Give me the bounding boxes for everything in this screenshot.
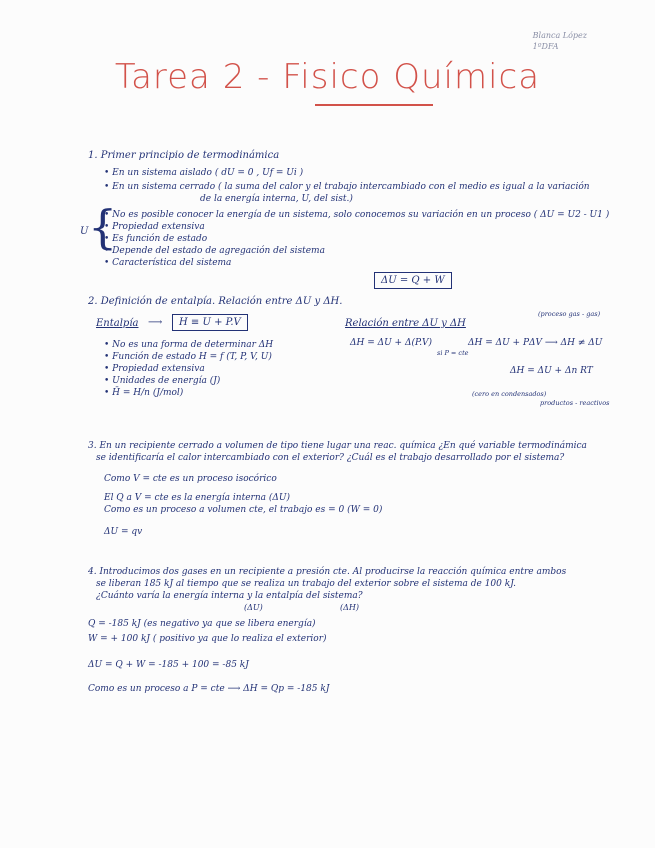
relacion-eq-1: ΔH = ΔU + Δ(P.V) (350, 338, 433, 348)
label-delta-h: (ΔH) (340, 603, 359, 612)
section1-bullet-2-cont: de la energía interna, U, del sist.) (200, 194, 353, 204)
section1-heading: 1. Primer principio de termodinámica (88, 150, 280, 161)
section4-question-line-2: se liberan 185 kJ al tiempo que se realiza un trabajo del exterior sobre el sistema de 100 kJ. (96, 579, 516, 589)
note-productos-reactivos: productos - reactivos (540, 399, 610, 407)
relacion-heading: Relación entre ΔU y ΔH (345, 318, 466, 329)
section2-heading: 2. Definición de entalpía. Relación entre ΔU y ΔH. (88, 296, 343, 307)
first-law-formula: ΔU = Q + W (374, 272, 452, 289)
page-title: Tarea 2 - Fisico Química (114, 57, 541, 97)
section4-answer-3: ΔU = Q + W = -185 + 100 = -85 kJ (88, 660, 249, 670)
section4-question-line-3: ¿Cuánto varía la energía interna y la entalpía del sistema? (96, 591, 363, 601)
section4-question-line-1: 4. Introducimos dos gases en un recipiente a presión cte. Al producirse la reacción química entre ambos (88, 567, 567, 577)
section1-bullet-2: • En un sistema cerrado ( la suma del calor y el trabajo intercambiado con el medio es igual a la variación (104, 182, 590, 192)
author-info (533, 30, 587, 52)
section1-bullet-1: • En un sistema aislado ( dU = 0 , Uf = Ui ) (104, 168, 304, 178)
section3-question-line-1: 3. En un recipiente cerrado a volumen de tipo tiene lugar una reac. química ¿En qué variable termodinámica (88, 441, 587, 451)
section3-answer-4: ΔU = qv (104, 527, 143, 537)
section3-answer-1: Como V = cte es un proceso isocórico (104, 474, 277, 484)
relacion-eq-2: ΔH = ΔU + PΔV ⟶ ΔH ≠ ΔU (468, 338, 603, 348)
section2-bullet-3: • Propiedad extensiva (104, 364, 205, 374)
label-delta-u: (ΔU) (244, 603, 263, 612)
section4-answer-1: Q = -185 kJ (es negativo ya que se libera energía) (88, 619, 316, 629)
enthalpy-definition-box: H ≡ U + P.V (172, 314, 248, 331)
author-group: 1ºDFA (532, 42, 559, 51)
section1-bullet-3: • No es posible conocer la energía de un sistema, solo conocemos su variación en un proceso ( ΔU = U2 - U1 ) (104, 210, 610, 220)
section2-bullet-5: • H̄ = H/n (J/mol) (104, 388, 184, 398)
section1-bullet-6: • Depende del estado de agregación del sistema (104, 246, 325, 256)
title-underline (315, 104, 433, 106)
arrow-right-icon: ⟶ (148, 317, 163, 328)
proceso-gas-note: (proceso gas - gas) (538, 310, 601, 318)
entalpia-label: Entalpía (96, 318, 139, 329)
section2-bullet-2: • Función de estado H = f (T, P, V, U) (104, 352, 272, 362)
section4-answer-4: Como es un proceso a P = cte ⟶ ΔH = Qp = -185 kJ (88, 684, 330, 694)
brace-icon: { (88, 200, 118, 254)
section3-question-line-2: se identificaría el calor intercambiado con el exterior? ¿Cuál es el trabajo desarrollado por el sistema? (96, 453, 565, 463)
energy-u-label: U (80, 226, 89, 237)
section2-bullet-1: • No es una forma de determinar ΔH (104, 340, 274, 350)
section4-answer-2: W = + 100 kJ ( positivo ya que lo realiza el exterior) (88, 634, 327, 644)
section3-answer-3: Como es un proceso a volumen cte, el trabajo es = 0 (W = 0) (104, 505, 383, 515)
section2-bullet-4: • Unidades de energía (J) (104, 376, 221, 386)
relacion-eq-3: ΔH = ΔU + Δn RT (510, 366, 593, 376)
section1-bullet-7: • Característica del sistema (104, 258, 232, 268)
section1-bullet-4: • Propiedad extensiva (104, 222, 205, 232)
relacion-arrow-note: si P = cte (437, 349, 469, 357)
author-name: Blanca López (532, 31, 587, 40)
section1-bullet-5: • Es función de estado (104, 234, 208, 244)
note-condensados: (cero en condensados) (472, 390, 547, 398)
section3-answer-2: El Q a V = cte es la energía interna (ΔU) (104, 493, 290, 503)
